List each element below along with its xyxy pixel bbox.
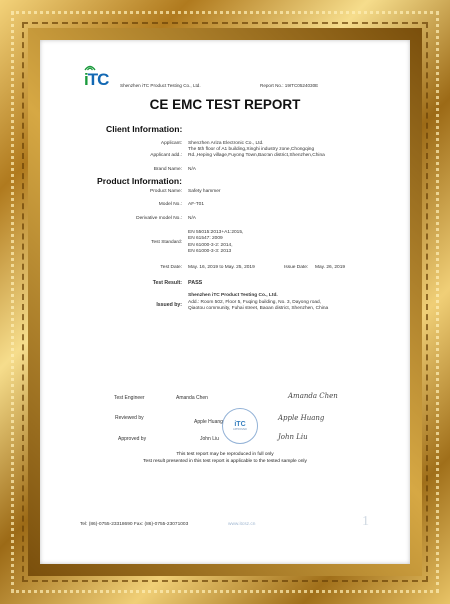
engineer-signature: Amanda Chen (288, 392, 338, 400)
issue-date-value: May. 26, 2019 (315, 265, 346, 270)
logo-tc: TC (87, 70, 109, 89)
engineer-label: Test Engineer (114, 395, 145, 401)
standard-item: EN 61000-3-2: 2014, (188, 242, 233, 248)
address-value (188, 147, 325, 160)
stamp-logo: iTC (234, 421, 246, 428)
report-title: CE EMC TEST REPORT (149, 97, 301, 112)
product-name-value: Safety hammer (188, 189, 221, 194)
issuer-address (188, 300, 328, 313)
address-label: Applicant add.: (150, 153, 182, 158)
report-number: Report No.: 19ITC0524030E (260, 83, 319, 88)
product-name-label: Product Name: (150, 189, 182, 194)
footer-website: www.itcsz.cn (228, 522, 256, 527)
client-heading: Client Information: (106, 124, 183, 134)
reviewer-name: Apple Huang (194, 419, 223, 425)
approval-stamp (222, 408, 258, 444)
reviewer-signature: Apple Huang (278, 414, 325, 422)
certificate-paper (40, 40, 410, 564)
test-result-value: PASS (188, 280, 203, 286)
standard-item: EN 61000-3-3: 2013 (188, 248, 232, 254)
note-reproduction: This test report may be reproduced in full only (176, 452, 274, 457)
standard-item: EN 55015:2013+A1:2015, (188, 230, 244, 235)
logo-i: i (84, 70, 88, 89)
itc-logo (84, 70, 108, 90)
test-date-value: May. 16, 2019 to May. 25, 2019 (188, 265, 255, 270)
applicant-value: Shenzhen Ariza Electronic Co., Ltd. (188, 141, 264, 146)
approver-signature: John Liu (278, 433, 308, 441)
applicant-label: Applicant: (160, 141, 182, 146)
issue-date-label: Issue Date: (284, 265, 309, 270)
standard-label: Test Standard: (151, 240, 182, 245)
test-date-label: Test Date: (160, 265, 182, 270)
stamp-caption: APPROVED (233, 428, 247, 431)
note-applicability: Test result presented in this test report is applicable to the tested sample only (143, 459, 307, 464)
header-company: Shenzhen iTC Product Testing Co., Ltd. (120, 83, 201, 88)
model-label: Model No.: (158, 202, 182, 207)
issuer-address-line: Add.: Room 502, Floor 5, Fuqing building, No. 3, Dayong road, (188, 300, 322, 305)
page-number: 1 (362, 514, 369, 529)
approver-name: John Liu (200, 436, 219, 442)
footer-contact: Tel: (86)-0755-23318690 Fax: (86)-0755-23071003 (80, 522, 189, 527)
approver-label: Approved by (118, 436, 147, 442)
issuer-name: Shenzhen iTC Product Testing Co., Ltd. (188, 293, 278, 298)
model-value: AF-T01 (188, 202, 204, 207)
product-heading: Product Information: (97, 176, 182, 186)
standard-item: EN 61547: 2009 (188, 236, 223, 242)
brand-value: N/A (188, 167, 196, 172)
issuer-address-line: Qiaotou community, Fuhai street, Baoan district, Shenzhen, China (188, 306, 329, 312)
address-line: The 5th floor of A1 building,Xinghi industry zone,Chongqing (188, 147, 315, 152)
address-line: Rd.,Heping village,Fuyong Town,Bao'an district,Shenzhen,China (188, 153, 325, 159)
reviewer-label: Reviewed by (115, 415, 144, 421)
issued-by-label: Issued by: (156, 302, 182, 308)
derivative-value: N/A (188, 216, 196, 221)
test-result-label: Test Result: (152, 280, 182, 286)
derivative-label: Derivative model No.: (136, 216, 182, 221)
engineer-name: Amanda Chen (176, 395, 208, 401)
standards-list (188, 230, 243, 255)
brand-label: Brand Name: (153, 167, 182, 172)
